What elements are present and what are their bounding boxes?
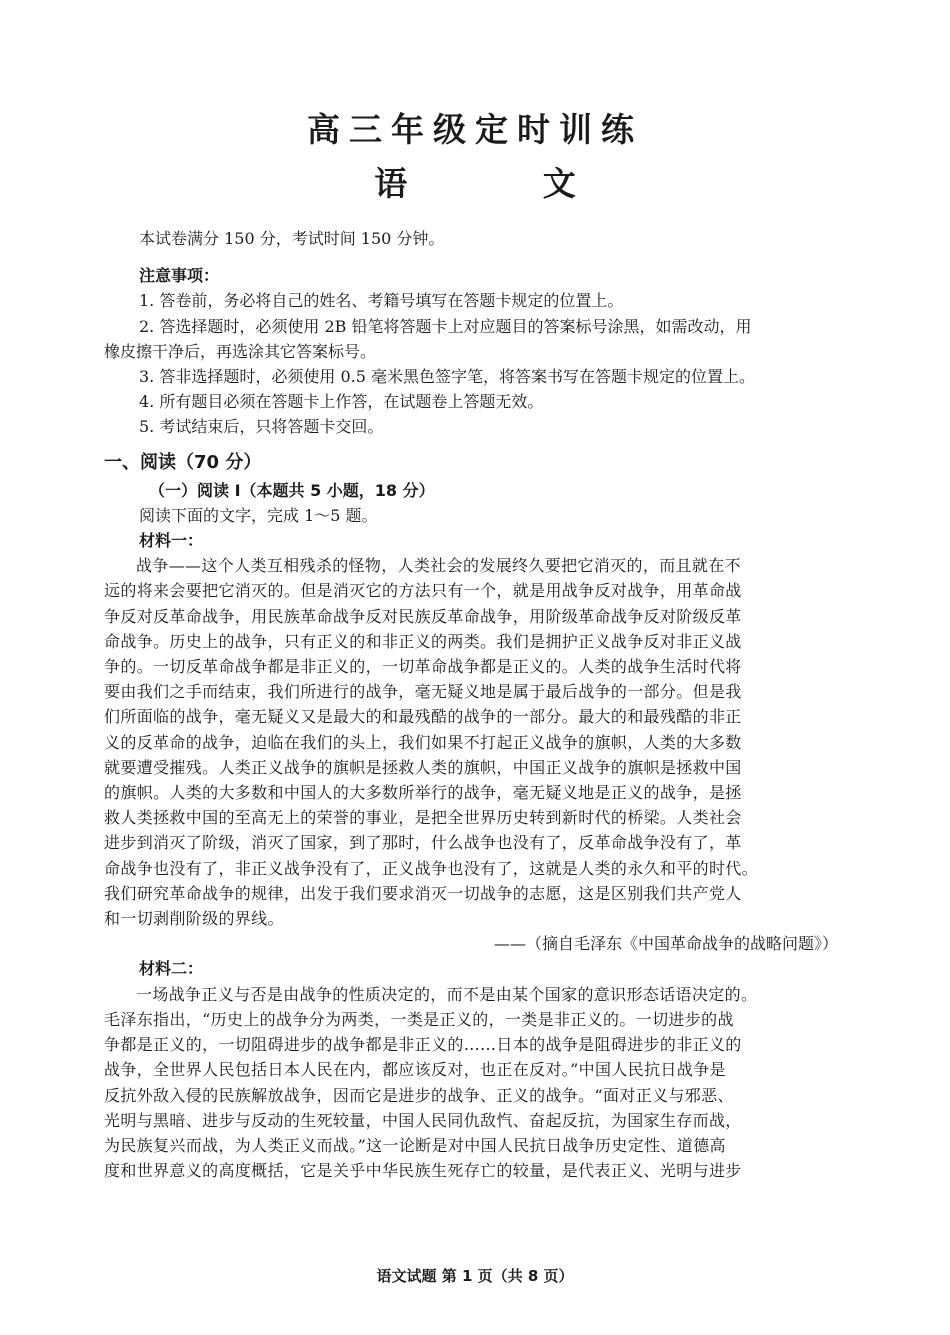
text-line: 反抗外敌入侵的民族解放战争，因而它是进步的战争、正义的战争。“面对正义与邪恶、 (104, 1085, 734, 1105)
text-line: 战争，全世界人民包括日本人民在内，都应该反对，也正在反对。”中国人民抗日战争是 (104, 1060, 726, 1080)
notice-item: 2. 答选择题时，必须使用 2B 铅笔将答题卡上对应题目的答案标号涂黑，如需改动，用 (139, 316, 752, 336)
material1-text (104, 553, 846, 931)
text-line: 一场战争正义与否是由战争的性质决定的，而不是由某个国家的意识形态话语决定的。 (136, 984, 758, 1004)
section-title: 一、阅读（70 分） (104, 451, 262, 473)
text-line: 们所面临的战争，毫无疑义又是最大的和最残酷的战争的一部分。最大的和最残酷的非正 (104, 707, 742, 727)
material2-text (104, 982, 846, 1184)
text-line: 争都是正义的，一切阻碍进步的战争都是非正义的……日本的战争是阻碍进步的非正义的 (104, 1035, 742, 1055)
exam-subject: 语 文 (374, 164, 638, 203)
notice-item: 4. 所有题目必须在答题卡上作答，在试题卷上答题无效。 (139, 392, 544, 412)
text-line: 要由我们之手而结束，我们所进行的战争，毫无疑义地是属于最后战争的一部分。但是我 (104, 682, 742, 702)
exam-body (104, 226, 846, 1183)
text-line: 命战争。历史上的战争，只有正义的和非正义的两类。我们是拥护正义战争反对非正义战 (104, 631, 742, 651)
exam-title: 高三年级定时训练 (307, 110, 643, 149)
text-line: 战争——这个人类互相残杀的怪物，人类社会的发展终久要把它消灭的，而且就在不 (136, 556, 741, 576)
material1-heading: 材料一： (139, 531, 204, 551)
notice-item: 1. 答卷前，务必将自己的姓名、考籍号填写在答题卡规定的位置上。 (139, 291, 624, 311)
notice-item: 3. 答非选择题时，必须使用 0.5 毫米黑色签字笔，将答案书写在答题卡规定的位置上。 (139, 367, 755, 387)
section-instruction: 阅读下面的文字，完成 1～5 题。 (139, 505, 378, 525)
notice-item: 橡皮擦干净后，再选涂其它答案标号。 (104, 341, 377, 361)
exam-intro: 本试卷满分 150 分，考试时间 150 分钟。 (139, 229, 445, 248)
text-line: 的旗帜。人类的大多数和中国人的大多数所举行的战争，毫无疑义地是正义的战争，是拯 (104, 783, 742, 803)
page-footer: 语文试题 第 1 页（共 8 页） (376, 1267, 574, 1285)
material1-citation: ——（摘自毛泽东《中国革命战争的战略问题》） (493, 934, 838, 954)
text-line: 度和世界意义的高度概括，它是关乎中华民族生死存亡的较量，是代表正义、光明与进步 (104, 1161, 742, 1181)
text-line: 进步到消灭了阶级，消灭了国家，到了那时，什么战争也没有了，反革命战争没有了，革 (104, 833, 742, 853)
text-line: 和一切剥削阶级的界线。 (104, 909, 284, 929)
text-line: 命战争也没有了，非正义战争没有了，正义战争也没有了，这就是人类的永久和平的时代。 (104, 858, 759, 878)
text-line: 救人类拯救中国的至高无上的荣誉的事业，是把全世界历史转到新时代的桥梁。人类社会 (104, 808, 742, 828)
notice-item: 5. 考试结束后，只将答题卡交回。 (139, 417, 384, 437)
text-line: 我们研究革命战争的规律，出发于我们要求消灭一切战争的志愿，这是区别我们共产党人 (104, 883, 742, 903)
text-line: 争的。一切反革命战争都是非正义的，一切革命战争都是正义的。人类的战争生活时代将 (104, 657, 742, 677)
text-line: 争反对反革命战争，用民族革命战争反对民族反革命战争，用阶级革命战争反对阶级反革 (104, 606, 742, 626)
text-line: 光明与黑暗、进步与反动的生死较量，中国人民同仇敌忾、奋起反抗，为国家生存而战， (104, 1110, 742, 1130)
text-line: 就要遭受摧残。人类正义战争的旗帜是拯救人类的旗帜，中国正义战争的旗帜是拯救中国 (104, 757, 742, 777)
notice-heading: 注意事项： (139, 266, 220, 286)
text-line: 义的反革命的战争，迫临在我们的头上，我们如果不打起正义战争的旗帜，人类的大多数 (104, 732, 742, 752)
subsection-title: （一）阅读 I（本题共 5 小题，18 分） (149, 480, 435, 500)
text-line: 为民族复兴而战，为人类正义而战。”这一论断是对中国人民抗日战争历史定性、道德高 (104, 1135, 726, 1155)
material2-heading: 材料二： (139, 959, 204, 979)
text-line: 毛泽东指出，“历史上的战争分为两类，一类是正义的，一类是非正义的。一切进步的战 (104, 1009, 734, 1029)
text-line: 远的将来会要把它消灭的。但是消灭它的方法只有一个，就是用战争反对战争，用革命战 (104, 581, 742, 601)
